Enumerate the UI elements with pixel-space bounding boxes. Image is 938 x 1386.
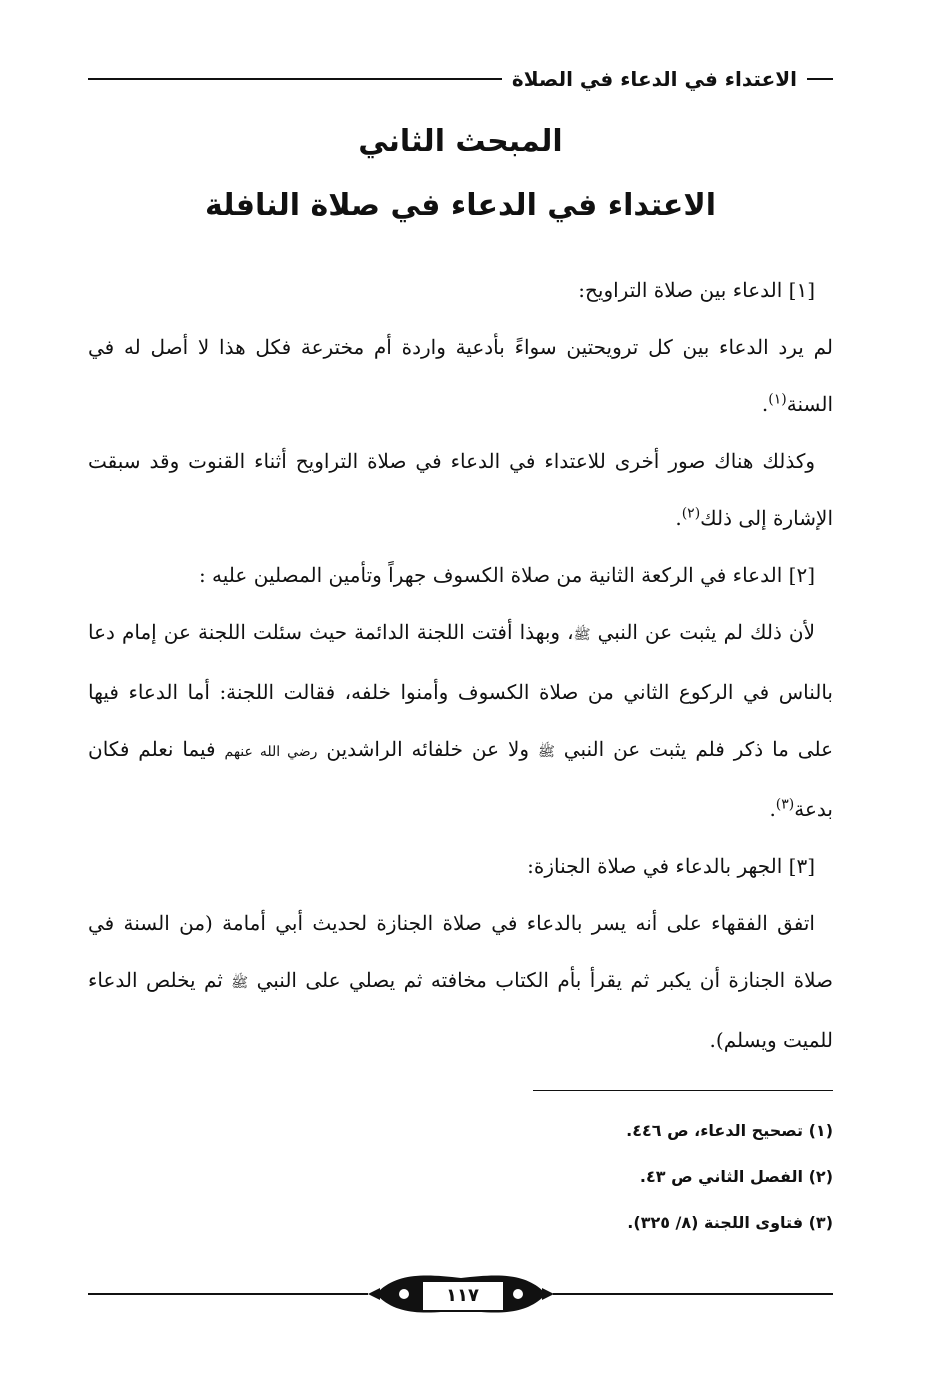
paragraph-2-text: وكذلك هناك صور أخرى للاعتداء في الدعاء في صلاة التراويح أثناء القنوت وقد سبقت الإشارة إلى ذلك (88, 449, 833, 530)
paragraph-3a: لأن ذلك لم يثبت عن النبي (597, 620, 816, 644)
heading-janazah: [٣] الجهر بالدعاء في صلاة الجنازة: (527, 854, 815, 878)
paragraph-1: لم يرد الدعاء بين كل ترويحتين سواءً بأدعية واردة أم مخترعة فكل هذا لا أصل له في السنة$^{(١)}$. (88, 335, 833, 416)
header-rule (88, 78, 502, 80)
footnotes (88, 1108, 833, 1246)
footnote-1: (١) تصحيح الدعاء، ص ٤٤٦. (626, 1121, 833, 1140)
footnote-ref-3[interactable]: (٣) (775, 796, 795, 813)
paragraph-2: وكذلك هناك صور أخرى للاعتداء في الدعاء في صلاة التراويح أثناء القنوت وقد سبقت الإشارة إلى ذلك$^{(٢)}$. (88, 449, 833, 530)
page-number: ١١٧ (421, 1280, 505, 1312)
folio-rule-right (553, 1293, 833, 1295)
footnote-ref-1[interactable]: (١) (768, 391, 787, 408)
running-header (88, 64, 833, 94)
paragraph-3c: ولا عن خلفائه الراشدين (326, 737, 530, 761)
section-subtitle: الاعتداء في الدعاء في صلاة النافلة (204, 188, 717, 223)
section-title: المبحث الثاني (358, 124, 563, 159)
paragraph-4a: اتفق الفقهاء على أنه يسر بالدعاء في صلاة الجنازة لحديث أبي أمامة (من السنة في صلاة الجنازة أن يكبر ثم يقرأ بأم الكتاب مخافته ثم يصلي على النبي (88, 911, 834, 992)
heading-tarawih: [١] الدعاء بين صلاة التراويح: (578, 278, 815, 302)
book-page (88, 0, 833, 1386)
paragraph-3: لأن ذلك لم يثبت عن النبي ﷺ، وبهذا أفتت اللجنة الدائمة حيث سئلت اللجنة عن إمام دعا بالناس في الركوع الثاني من صلاة الكسوف وأمنوا خلفه، فقالت اللجنة: أما الدعاء فيها على ما ذكر فلم يثبت عن النبي ﷺ ولا عن خلفائه الراشدين رضي الله عنهم فيما نعلم فكان بدعة$^{(٣)}$. (88, 620, 834, 821)
paragraph-1-text: لم يرد الدعاء بين كل ترويحتين سواءً بأدعية واردة أم مخترعة فكل هذا لا أصل له في السنة (88, 335, 833, 416)
body-text (88, 262, 833, 1069)
footnote-separator (533, 1090, 833, 1091)
paragraph-4 (88, 895, 833, 1069)
page-number-ornament (88, 1270, 833, 1318)
paragraph-4b: ثم يخلص الدعاء للميت ويسلم). (88, 968, 833, 1052)
honorific-2: ﷺ (537, 744, 555, 760)
honorific-1: ﷺ (573, 627, 591, 643)
header-rule-short (807, 78, 833, 80)
folio-rule-left (88, 1293, 368, 1295)
paragraph-3d: فيما نعلم فكان بدعة (88, 737, 833, 821)
honorific-4: ﷺ (231, 975, 249, 991)
honorific-3: رضي الله عنهم (224, 744, 318, 760)
footnote-ref-2[interactable]: (٢) (681, 505, 701, 522)
heading-kusuf: [٢] الدعاء في الركعة الثانية من صلاة الكسوف جهراً وتأمين المصلين عليه : (198, 563, 815, 587)
running-header-text: الاعتداء في الدعاء في الصلاة (511, 67, 797, 91)
paragraph-3b: ، وبهذا أفتت اللجنة الدائمة حيث سئلت اللجنة عن إمام دعا بالناس في الركوع الثاني من صلاة الكسوف وأمنوا خلفه، فقالت اللجنة: أما الدعاء فيها على ما ذكر فلم يثبت عن النبي (88, 620, 834, 761)
footnote-2: (٢) الفصل الثاني ص ٤٣. (639, 1167, 833, 1186)
footnote-3: (٣) فتاوى اللجنة (٨/ ٣٢٥). (627, 1213, 833, 1232)
